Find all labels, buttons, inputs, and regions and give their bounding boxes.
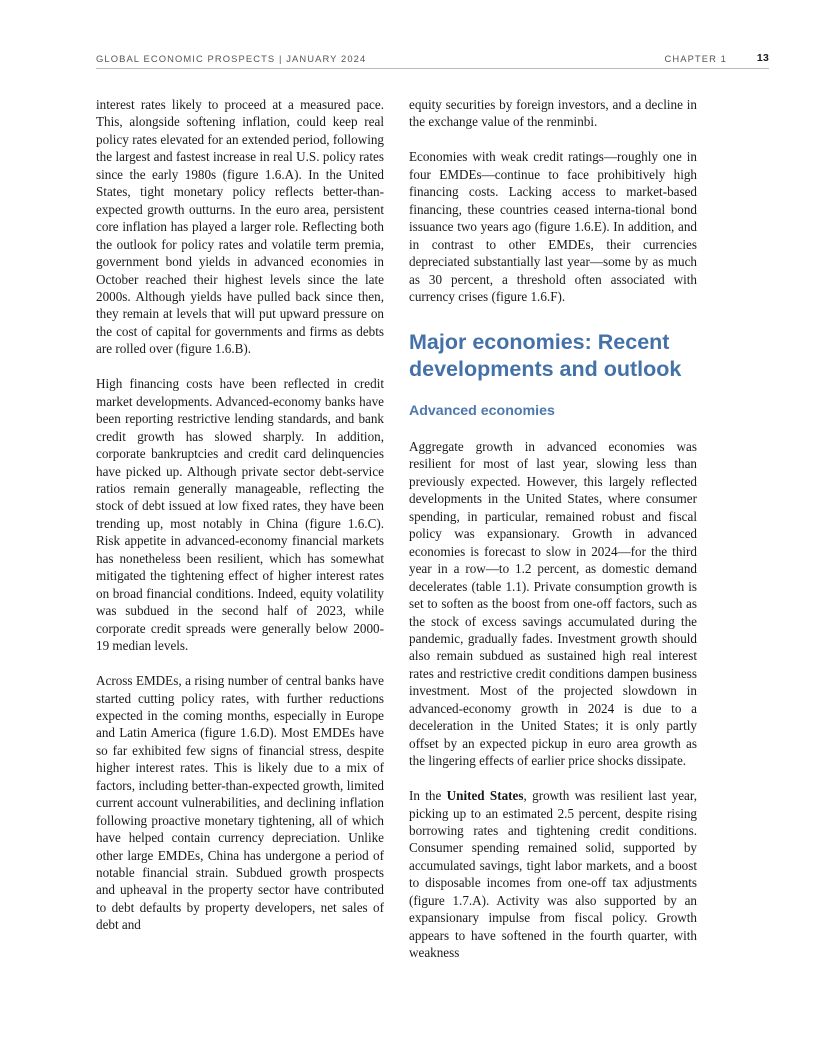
sub-heading: Advanced economies	[409, 403, 555, 420]
publication-title: GLOBAL ECONOMIC PROSPECTS | JANUARY 2024	[96, 53, 367, 64]
paragraph-emde-central-banks: Across EMDEs, a rising number of central banks have started cutting policy rates, with further reductions expected in the coming months, especially in Europe and Latin America (figure 1.6.D). Most EMDEs have so far exhibited few signs of financial stress, despite higher interest rates. This is likely due to a mix of factors, including better-than-expected growth, limited current account vulnerabilities, and declining inflation following proactive monetary tightening, all of which have helped contain currency depreciation. Unlike other large EMDEs, China has undergone a period of notable financial strain. Subdued growth prospects and upheaval in the property sector have contributed to debt defaults by property developers, net sales of debt and	[96, 673, 384, 933]
us-intro-text: In the	[409, 788, 447, 804]
right-column	[409, 96, 697, 962]
us-body-text: , growth was resilient last year, picking up to an estimated 2.5 percent, despite rising borrowing rates and tightening credit conditions. Consumer spending remained solid, supported by accumulated savings, tight labor markets, and a boost to disposable incomes from one-off tax adjustments (figure 1.7.A). Activity was also supported by an expansionary impulse from fiscal policy. Growth appears to have softened in the fourth quarter, with weakness	[409, 788, 698, 961]
paragraph-advanced-economies: Aggregate growth in advanced economies was resilient for most of last year, slowing less than previously expected. However, this largely reflected developments in the United States, where consumer spending, in particular, remained robust and fiscal policy was expansionary. Growth in advanced economies is forecast to slow in 2024—for the third year in a row—to 1.2 percent, as domestic demand decelerates (table 1.1). Private consumption growth is set to soften as the boost from one-off factors, such as the stock of excess savings accumulated during the pandemic, gradually fades. Investment growth should also remain subdued as sustained high real interest rates and restrictive credit conditions dampen business investment. Most of the projected slowdown in advanced-economy growth in 2024 is due to a deceleration in the United States; it is only partly offset by an expected pickup in euro area growth as the lingering effects of earlier price shocks dissipate.	[409, 438, 697, 769]
paragraph-united-states	[409, 787, 697, 962]
paragraph-interest-rates: interest rates likely to proceed at a measured pace. This, alongside softening inflation, could keep real policy rates elevated for an extended period, following the largest and fastest increase in real U.S. policy rates since the early 1980s (figure 1.6.A). In the United States, tight monetary policy reflects better-than-expected growth outturns. In the euro area, persistent core inflation has played a larger role. Reflecting both the outlook for policy rates and volatile term premia, government bond yields in advanced economies in October reached their highest levels since the late 2000s. Although yields have pulled back since then, they remain at levels that will put upward pressure on the cost of capital for governments and firms as debts are rolled over (figure 1.6.B).	[96, 97, 384, 357]
page-number: 13	[756, 52, 769, 64]
us-bold-term: United States	[446, 788, 524, 804]
chapter-label: CHAPTER 1	[664, 53, 727, 64]
header-divider	[96, 68, 769, 69]
left-column	[96, 96, 384, 934]
paragraph-weak-credit-ratings: Economies with weak credit ratings—roughly one in four EMDEs—continue to face prohibitively high financing costs. Lacking access to market-based financing, these countries ceased interna-tional bond issuance two years ago (figure 1.6.E). In addition, and in contrast to other EMDEs, their currencies depreciated substantially last year—some by as much as 30 percent, a threshold often associated with currency crises (figure 1.6.F).	[409, 149, 697, 305]
paragraph-financing-costs: High financing costs have been reflected in credit market developments. Advanced-economy banks have been reporting restrictive lending standards, and bank credit growth has slowed sharply. In addition, corporate bankruptcies and credit card delinquencies have picked up. Although private sector debt-service ratios remain generally manageable, reflecting the stock of debt issued at low fixed rates, they have been trending up, most notably in China (figure 1.6.C). Risk appetite in advanced-economy financial markets has nonetheless been resilient, which has somewhat mitigated the tightening effect of higher interest rates on broad financial conditions. Indeed, equity volatility was subdued in the second half of 2023, while corporate credit spreads were generally below 2000-19 median levels.	[96, 376, 384, 654]
paragraph-equity-securities: equity securities by foreign investors, and a decline in the exchange value of the renminbi.	[409, 97, 697, 130]
section-heading: Major economies: Recent developments and outlook	[409, 330, 682, 381]
running-header	[96, 53, 769, 69]
